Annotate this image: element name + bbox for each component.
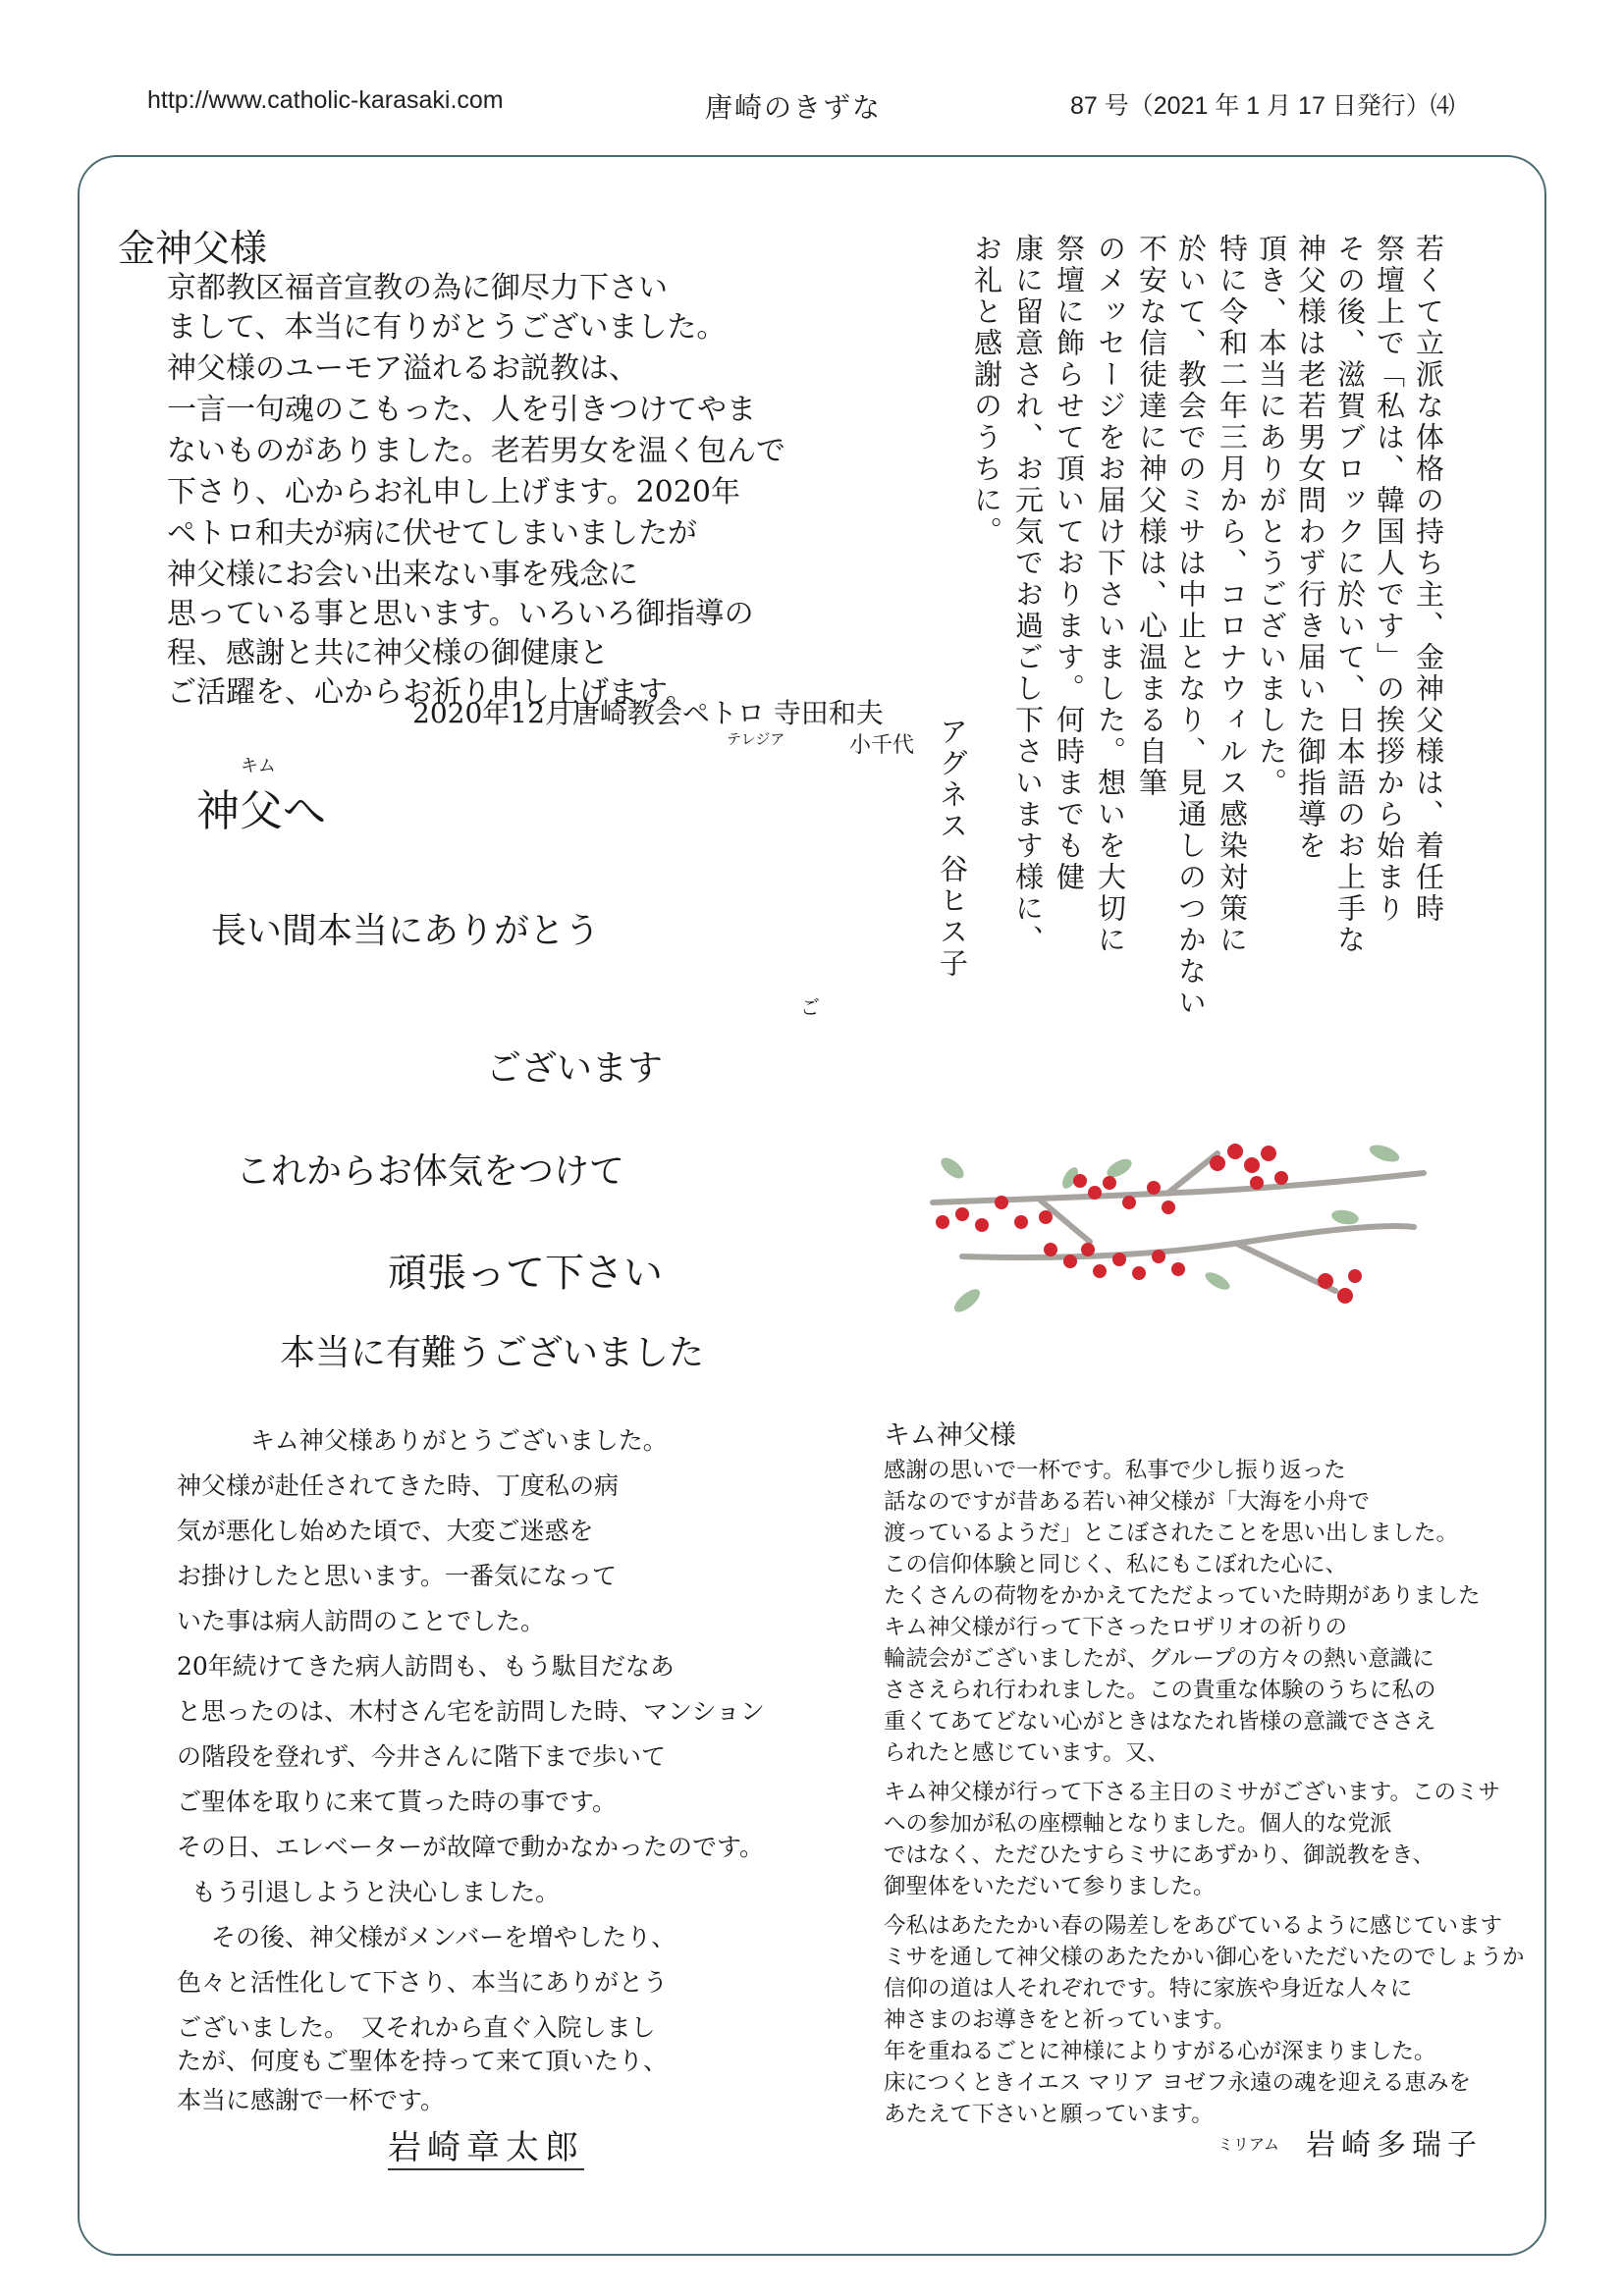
- kim-letter-ruby: キム: [241, 756, 276, 776]
- letter1-line: ペトロ和夫が病に伏せてしまいましたが: [167, 516, 697, 551]
- vertical-letter-column: その後、滋賀ブロックに於いて、日本語のお上手な: [1333, 234, 1367, 956]
- bottom-right-letter-line: キム神父様が行って下さったロザリオの祈りの: [884, 1615, 1348, 1640]
- bottom-right-letter-line: 信仰の道は人それぞれです。特に家族や身近な人々に: [884, 1976, 1413, 2002]
- bottom-right-letter-line: ささえられ行われました。この貴重な体験のうちに私の: [884, 1678, 1436, 1703]
- kim-letter-line: これからお体気をつけて: [236, 1151, 625, 1192]
- letter1-line: 程、感謝と共に神父様の御健康と: [167, 636, 609, 670]
- letter1-signature: 2020年12月唐崎教会ペトロ 寺田和夫: [412, 697, 884, 729]
- bottom-right-letter-line: 渡っているようだ」とこぼされたことを思い出しました。: [884, 1521, 1459, 1546]
- bottom-left-letter-line: キム神父様ありがとうございました。: [250, 1426, 668, 1455]
- letter1-salutation: 金神父様: [118, 227, 268, 270]
- kim-letter-line: ございます: [486, 1048, 664, 1089]
- bottom-right-letter-line: られたと感じています。又、: [884, 1740, 1169, 1766]
- letter1-signature-partner: 小千代: [849, 733, 915, 758]
- kim-letter-line: 本当に有難うございました: [280, 1333, 705, 1373]
- letter1-line: 神父様にお会い出来ない事を残念に: [167, 558, 638, 592]
- kim-letter-line: 長い間本当にありがとう: [211, 911, 601, 951]
- bottom-right-letter-line: キム神父様が行って下さる主日のミサがございます。このミサ: [884, 1780, 1500, 1805]
- bottom-right-letter-line: 神さまのお導きをと祈っています。: [884, 2007, 1236, 2033]
- bottom-left-letter-line: ご聖体を取りに来て貰った時の事です。: [177, 1788, 618, 1816]
- vertical-letter-column: 頂き、本当にありがとうございました。: [1255, 234, 1288, 799]
- vertical-letter-column: お礼と感謝のうちに。: [970, 234, 1003, 548]
- header-issue: 87 号（2021 年 1 月 17 日発行）⑷: [1070, 92, 1455, 120]
- header-url: http://www.catholic-karasaki.com: [147, 86, 504, 114]
- vertical-letter-column: 祭壇上で「私は、韓国人です」の挨拶から始まり: [1373, 234, 1406, 925]
- bottom-right-letter-line: 年を重ねるごとに神様によりすがる心が深まりました。: [884, 2039, 1436, 2064]
- letter1-line: まして、本当に有りがとうございました。: [167, 310, 727, 345]
- bottom-left-letter-line: の階段を登れず、今井さんに階下まで歩いて: [177, 1742, 667, 1771]
- bottom-left-letter-line: 20年続けてきた病人訪問も、もう駄目だなあ: [177, 1652, 675, 1681]
- bottom-left-letter-line: 色々と活性化して下さり、本当にありがとう: [177, 1968, 669, 1997]
- vertical-letter-column: 於いて、教会でのミサは中止となり、見通しのつかない: [1174, 234, 1208, 1019]
- bottom-right-letter-line: ミサを通して神父様のあたたかい御心をいただいたのでしょうか: [884, 1945, 1525, 1970]
- letter1-line: ないものがありました。老若男女を温く包んで: [167, 434, 785, 468]
- vertical-letter-signature: アグネス 谷ヒス子: [936, 717, 969, 981]
- bottom-right-letter-signature-role: ミリアム: [1217, 2135, 1279, 2154]
- bottom-right-letter-line: 御聖体をいただいて参りました。: [884, 1874, 1216, 1899]
- bottom-left-letter-line: その後、神父様がメンバーを増やしたり、: [211, 1923, 676, 1951]
- kim-letter-addressee: 神父へ: [196, 786, 326, 836]
- bottom-left-letter-line: お掛けしたと思います。一番気になって: [177, 1562, 618, 1590]
- bottom-left-letter-line: と思ったのは、木村さん宅を訪問した時、マンション: [177, 1697, 765, 1726]
- bottom-right-letter-line: 感謝の思いで一杯です。私事で少し振り返った: [884, 1458, 1346, 1483]
- bottom-left-letter-signature: 岩崎章太郎: [388, 2120, 584, 2170]
- bottom-left-letter-line: その日、エレベーターが故障で動かなかったのです。: [177, 1833, 765, 1861]
- vertical-letter-column: 不安な信徒達に神父様は、心温まる自筆: [1135, 234, 1168, 799]
- bottom-right-letter-salutation: キム神父様: [884, 1420, 1016, 1451]
- bottom-right-letter-line: への参加が私の座標軸となりました。個人的な党派: [884, 1811, 1392, 1837]
- bottom-left-letter-line: たが、何度もご聖体を持って来て頂いたり、: [177, 2047, 669, 2075]
- letter1-line: ご活躍を、心からお祈り申し上げます。: [167, 675, 695, 710]
- vertical-letter-column: のメッセージをお届け下さいました。想いを大切に: [1094, 234, 1127, 956]
- bottom-right-letter-line: この信仰体験と同じく、私にもこぼれた心に、: [884, 1552, 1348, 1577]
- vertical-letter-column: 祭壇に飾らせて頂いております。何時までも健: [1053, 234, 1086, 893]
- bottom-right-letter-line: たくさんの荷物をかかえてただよっていた時期がありました: [884, 1583, 1481, 1609]
- bottom-right-letter-line: 重くてあてどない心がときはなたれ皆様の意識でささえ: [884, 1709, 1436, 1735]
- header-title: 唐崎のきずな: [705, 91, 883, 124]
- bottom-left-letter-line: ございました。 又それから直ぐ入院しまし: [177, 2013, 656, 2042]
- bottom-right-letter-line: 床につくときイエス マリア ヨゼフ永遠の魂を迎える恵みを: [884, 2070, 1471, 2096]
- bottom-left-letter-line: 気が悪化し始めた頃で、大変ご迷惑を: [177, 1517, 594, 1545]
- letter1-line: 思っている事と思います。いろいろ御指導の: [167, 597, 754, 631]
- bottom-left-letter-line: もう引退しようと決心しました。: [191, 1878, 561, 1906]
- bottom-left-letter-line: いた事は病人訪問のことでした。: [177, 1607, 546, 1635]
- kim-letter-ruby-mark: ご: [800, 995, 820, 1019]
- letter1-signature-role: テレジア: [727, 730, 785, 748]
- bottom-right-letter-signature: 岩崎多瑞子: [1306, 2128, 1483, 2163]
- bottom-left-letter-line: 本当に感謝で一杯です。: [177, 2086, 446, 2114]
- letter1-line: 下さり、心からお礼申し上げます。2020年: [167, 475, 740, 509]
- vertical-letter-column: 若くて立派な体格の持ち主、金神父様は、着任時: [1412, 234, 1445, 925]
- letter1-line: 神父様のユーモア溢れるお説教は、: [167, 351, 638, 386]
- vertical-letter-column: 特に令和二年三月から、コロナウィルス感染対策に: [1216, 234, 1249, 956]
- letter1-line: 一言一句魂のこもった、人を引きつけてやま: [167, 393, 756, 427]
- bottom-right-letter-line: あたえて下さいと願っています。: [884, 2102, 1214, 2127]
- bottom-right-letter-line: ではなく、ただひたすらミサにあずかり、御説教をき、: [884, 1842, 1435, 1868]
- berry-branch-illustration: [923, 1134, 1434, 1330]
- kim-letter-line: 頑張って下さい: [388, 1251, 663, 1296]
- vertical-letter-column: 神父様は老若男女問わず行き届いた御指導を: [1294, 234, 1327, 862]
- bottom-right-letter-line: 輪読会がございましたが、グループの方々の熱い意識に: [884, 1646, 1434, 1672]
- vertical-letter-column: 康に留意され、お元気でお過ごし下さいます様に、: [1011, 234, 1045, 956]
- bottom-right-letter-line: 話なのですが昔ある若い神父様が「大海を小舟で: [884, 1489, 1371, 1515]
- letter1-line: 京都教区福音宣教の為に御尽力下さい: [167, 271, 668, 305]
- bottom-left-letter-line: 神父様が赴任されてきた時、丁度私の病: [177, 1471, 620, 1500]
- bottom-right-letter-line: 今私はあたたかい春の陽差しをあびているように感じています: [884, 1913, 1503, 1939]
